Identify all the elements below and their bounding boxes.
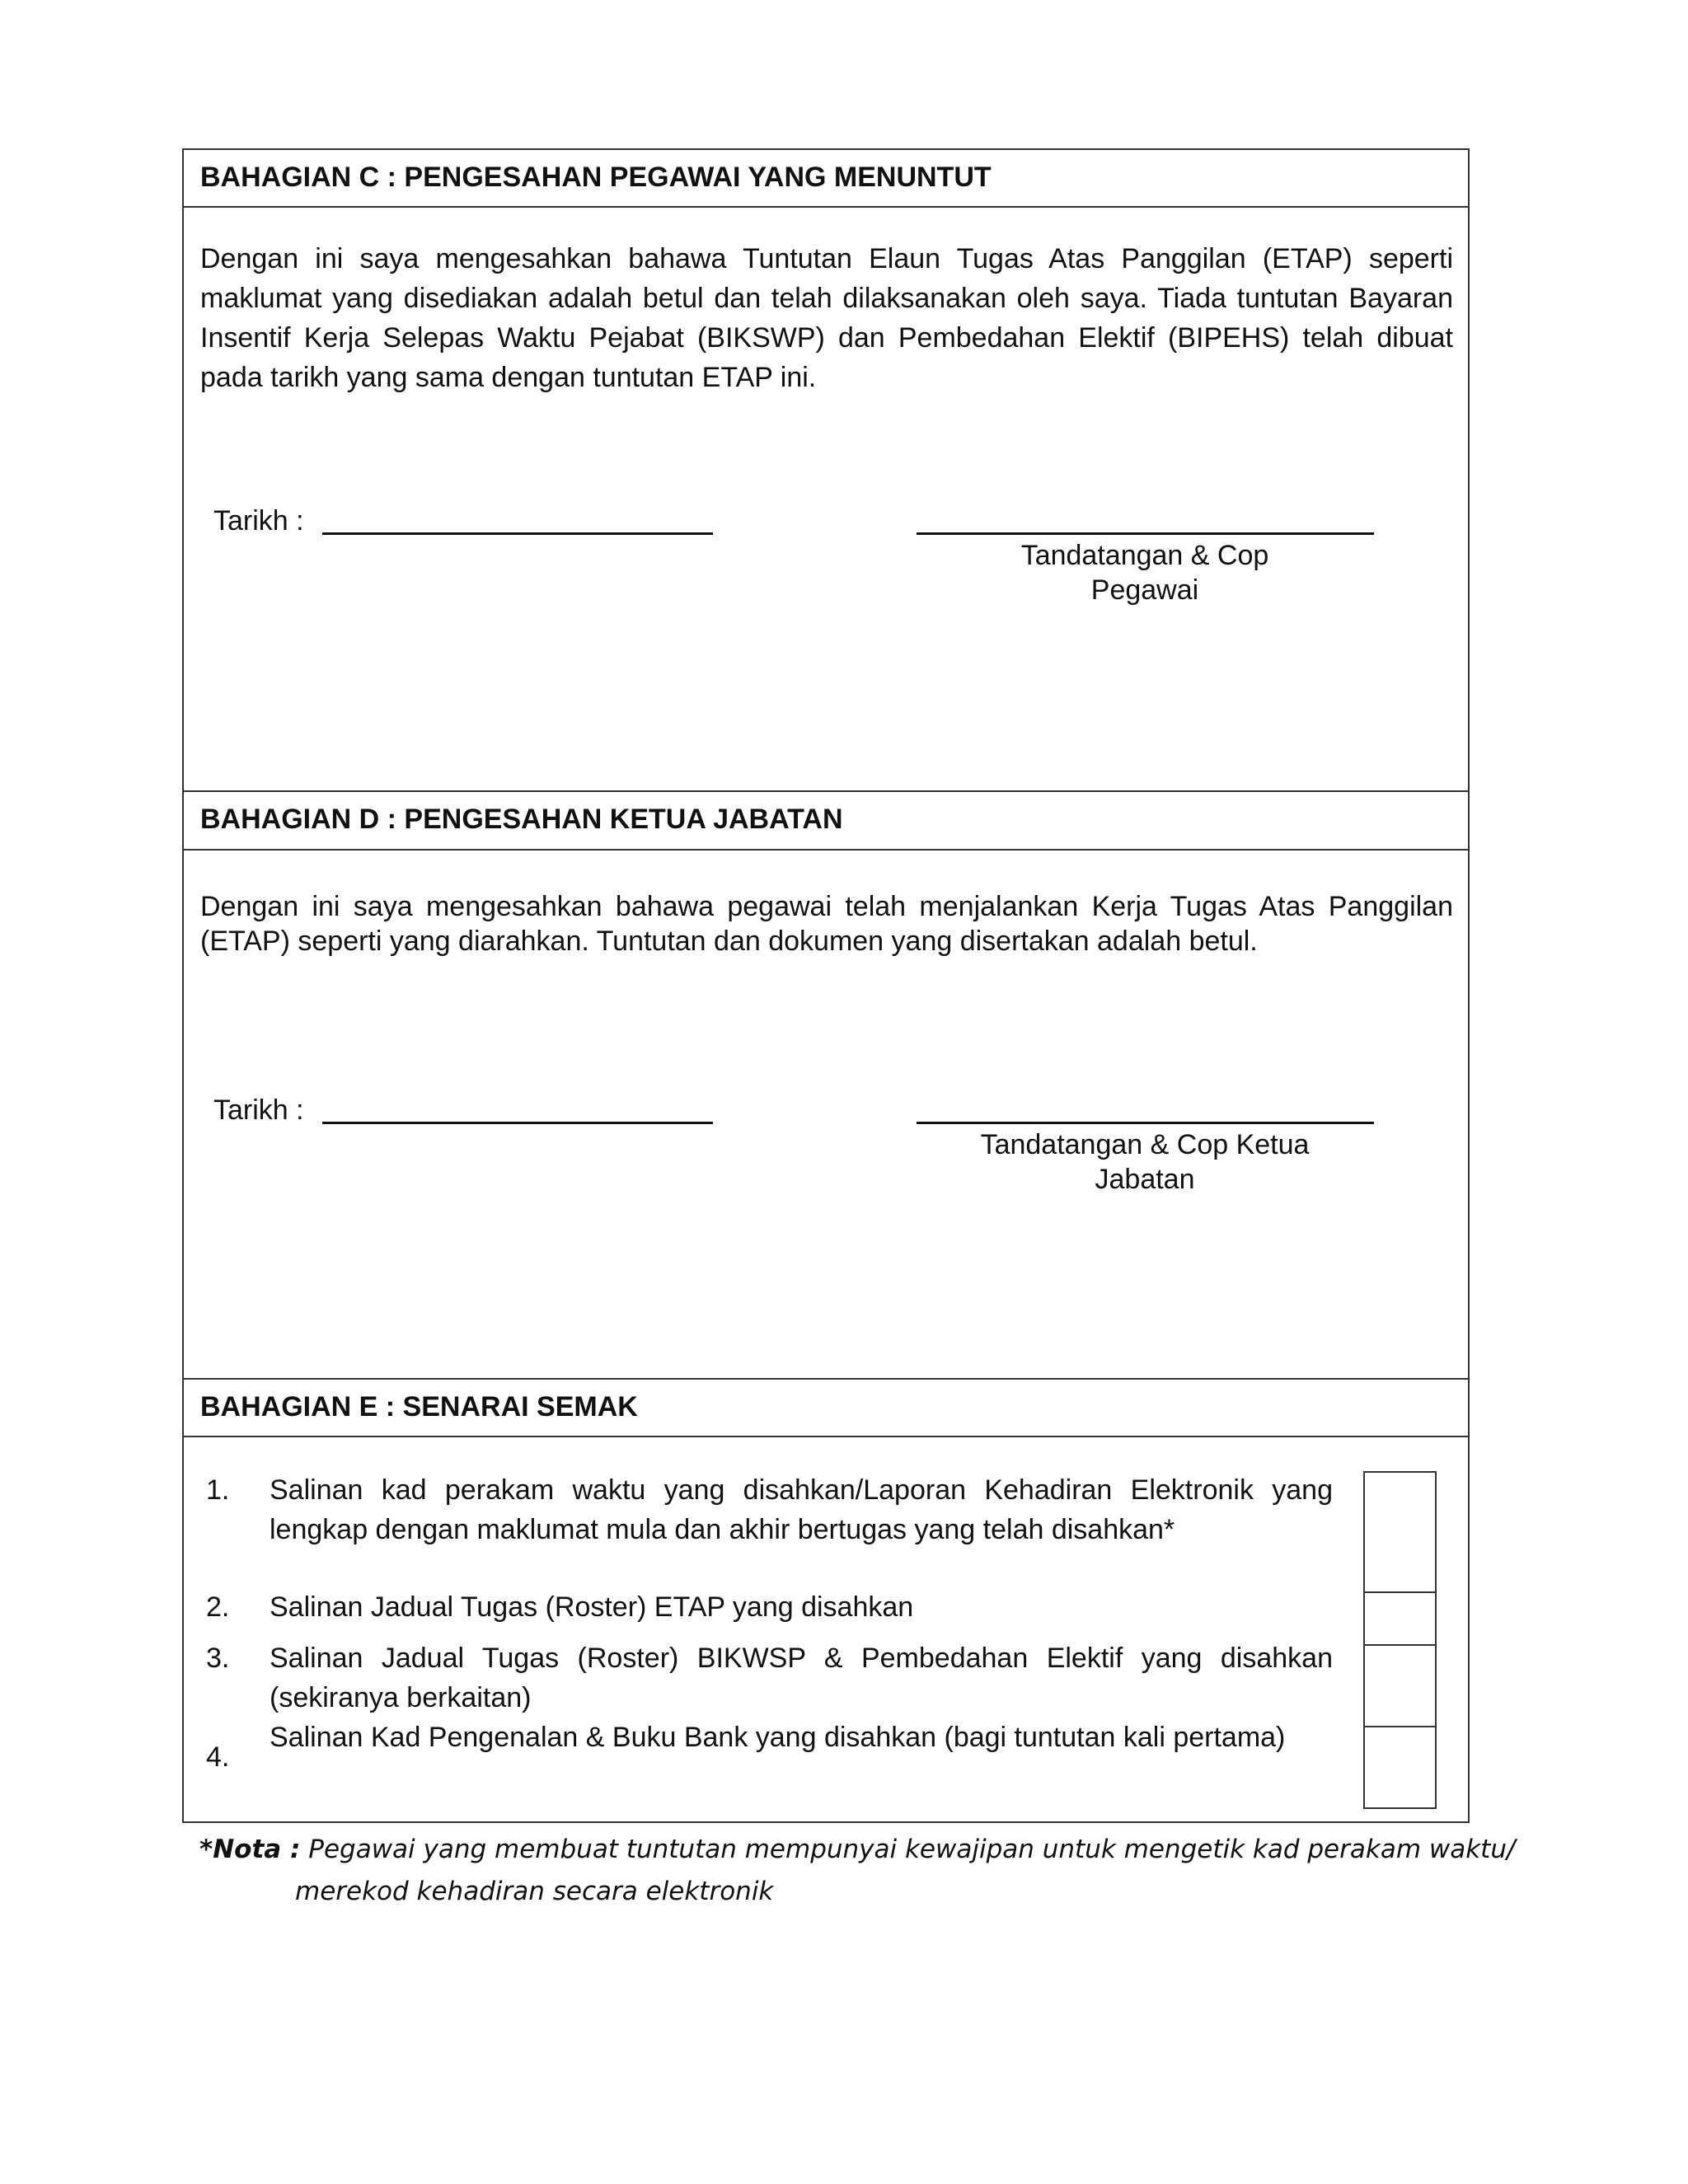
checklist-item-number: 4. bbox=[206, 1741, 230, 1773]
claim-form bbox=[182, 148, 1470, 1823]
section-c-heading: BAHAGIAN C : PENGESAHAN PEGAWAI YANG MENUNTUT bbox=[200, 162, 992, 193]
signature-caption-line: Jabatan bbox=[1095, 1164, 1195, 1195]
checkbox-item-2[interactable] bbox=[1363, 1591, 1437, 1646]
section-e-heading: BAHAGIAN E : SENARAI SEMAK bbox=[200, 1391, 638, 1422]
footnote-text: merekod kehadiran secara elektronik bbox=[295, 1877, 774, 1906]
footnote-label: *Nota : bbox=[199, 1835, 301, 1864]
divider bbox=[184, 849, 1468, 851]
section-c-signature-field[interactable] bbox=[917, 532, 1374, 535]
checklist-item-text: Salinan Kad Pengenalan & Buku Bank yang disahkan (bagi tuntutan kali pertama) bbox=[270, 1722, 1286, 1753]
section-d-date-field[interactable] bbox=[322, 1122, 713, 1124]
checklist-item-number: 1. bbox=[206, 1474, 230, 1506]
divider bbox=[184, 206, 1468, 208]
signature-caption-line: Tandatangan & Cop Ketua bbox=[980, 1129, 1310, 1160]
section-d-signature-caption bbox=[914, 1127, 1376, 1197]
divider bbox=[184, 790, 1468, 792]
checklist-item-number: 2. bbox=[206, 1591, 230, 1623]
checklist-item-text: Salinan kad perakam waktu yang disahkan/Laporan Kehadiran Elektronik yang lengkap dengan maklumat mula dan akhir bertugas yang telah disahkan* bbox=[270, 1474, 1333, 1545]
section-d-declaration: Dengan ini saya mengesahkan bahawa pegawai telah menjalankan Kerja Tugas Atas Panggilan (ETAP) seperti yang diarahkan. Tuntutan dan dokumen yang disertakan adalah betul. bbox=[200, 891, 1453, 957]
section-d-signature-field[interactable] bbox=[917, 1122, 1374, 1124]
section-d-date-label: Tarikh : bbox=[213, 1094, 304, 1126]
section-c-signature-caption bbox=[914, 538, 1376, 607]
checklist-item-text: Salinan Jadual Tugas (Roster) ETAP yang disahkan bbox=[270, 1591, 914, 1623]
divider bbox=[184, 1436, 1468, 1437]
section-d-heading: BAHAGIAN D : PENGESAHAN KETUA JABATAN bbox=[200, 804, 843, 835]
footnote-text: Pegawai yang membuat tuntutan mempunyai kewajipan untuk mengetik kad perakam waktu/ bbox=[308, 1835, 1516, 1864]
signature-caption-line: Tandatangan & Cop bbox=[1020, 540, 1269, 571]
section-c-date-field[interactable] bbox=[322, 532, 713, 535]
checklist-item-number: 3. bbox=[206, 1643, 230, 1674]
divider bbox=[184, 1378, 1468, 1380]
section-c-date-label: Tarikh : bbox=[213, 505, 304, 537]
footnote-line-1 bbox=[199, 1829, 1515, 1870]
checkbox-item-1[interactable] bbox=[1363, 1471, 1437, 1593]
checkbox-item-3[interactable] bbox=[1363, 1644, 1437, 1727]
checkbox-item-4[interactable] bbox=[1363, 1726, 1437, 1809]
checklist-item-text: Salinan Jadual Tugas (Roster) BIKWSP & Pembedahan Elektif yang disahkan (sekiranya berkaitan) bbox=[270, 1643, 1333, 1713]
section-c-declaration: Dengan ini saya mengesahkan bahawa Tuntutan Elaun Tugas Atas Panggilan (ETAP) seperti maklumat yang disediakan adalah betul dan telah dilaksanakan oleh saya. Tiada tuntutan Bayaran Insentif Kerja Selepas Waktu Pejabat (BIKSWP) dan Pembedahan Elektif (BIPEHS) telah dibuat pada tarikh yang sama dengan tuntutan ETAP ini. bbox=[200, 243, 1453, 393]
signature-caption-line: Pegawai bbox=[1090, 574, 1199, 606]
